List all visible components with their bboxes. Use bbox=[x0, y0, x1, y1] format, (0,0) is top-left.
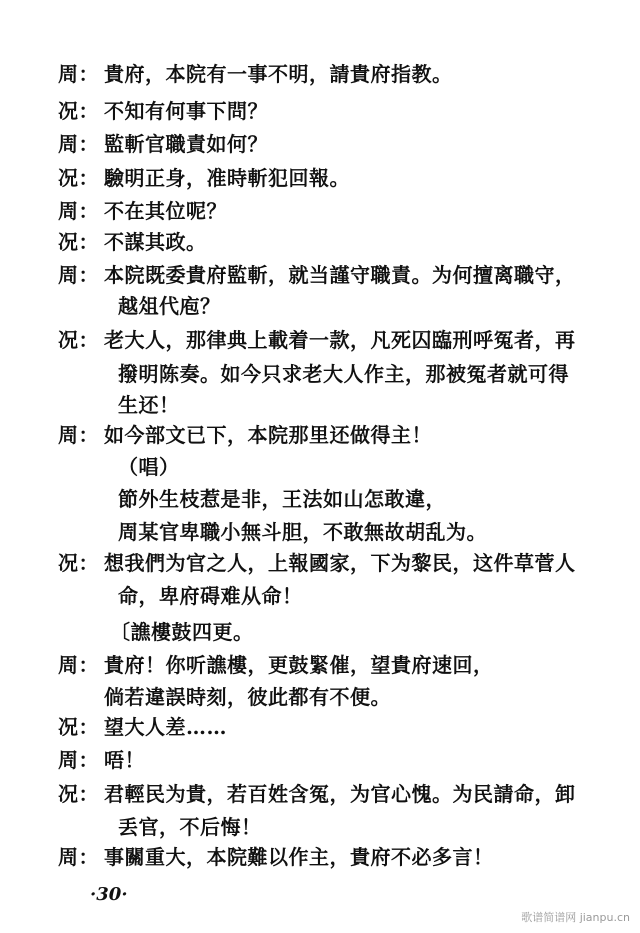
speaker-label: 周： bbox=[58, 653, 99, 677]
script-line bbox=[118, 393, 180, 417]
line-text: 生还！ bbox=[118, 393, 180, 417]
script-line bbox=[58, 328, 576, 352]
line-text: 如今部文已下，本院那里还做得主！ bbox=[104, 423, 432, 447]
line-text: 越俎代庖？ bbox=[118, 294, 221, 318]
sung-line bbox=[118, 487, 446, 511]
line-text: 老大人，那律典上載着一款，凡死囚臨刑呼冤者，再 bbox=[104, 328, 576, 352]
script-line bbox=[58, 166, 350, 190]
speaker-label: 周： bbox=[58, 748, 99, 772]
script-line bbox=[118, 815, 262, 839]
script-line bbox=[58, 653, 494, 677]
watermark: 歌谱简谱网 jianpu.cn bbox=[521, 911, 630, 924]
line-text: 節外生枝惹是非，王法如山怎敢違， bbox=[118, 487, 446, 511]
script-line bbox=[118, 362, 569, 386]
script-line bbox=[118, 294, 221, 318]
line-text: 望大人差…… bbox=[104, 715, 227, 739]
script-line bbox=[58, 230, 207, 254]
stage-direction bbox=[118, 455, 180, 479]
script-line bbox=[58, 845, 494, 869]
line-text: 君輕民为貴，若百姓含冤，为官心愧。为民請命，卸 bbox=[104, 782, 576, 806]
script-line bbox=[58, 199, 227, 223]
script-line bbox=[58, 423, 432, 447]
line-text: 監斬官職責如何？ bbox=[104, 132, 268, 156]
speaker-label: 周： bbox=[58, 423, 99, 447]
line-text: 不知有何事下問？ bbox=[104, 99, 268, 123]
script-line bbox=[104, 685, 391, 709]
stage-direction bbox=[110, 620, 254, 644]
speaker-label: 况： bbox=[58, 551, 99, 575]
line-text: 想我們为官之人，上報國家，下为黎民，这件草菅人 bbox=[104, 551, 576, 575]
speaker-label: 周： bbox=[58, 199, 99, 223]
line-text: 丢官，不后悔！ bbox=[118, 815, 262, 839]
line-text: 周某官卑職小無斗胆，不敢無故胡乱为。 bbox=[118, 520, 487, 544]
line-text: 不謀其政。 bbox=[104, 230, 207, 254]
line-text: 〔譙樓鼓四更。 bbox=[110, 620, 254, 644]
script-line bbox=[58, 62, 453, 86]
script-line bbox=[58, 748, 145, 772]
speaker-label: 况： bbox=[58, 782, 99, 806]
script-line bbox=[118, 584, 303, 608]
line-text: 唔！ bbox=[104, 748, 145, 772]
speaker-label: 况： bbox=[58, 99, 99, 123]
speaker-label: 周： bbox=[58, 62, 99, 86]
speaker-label: 况： bbox=[58, 715, 99, 739]
script-line bbox=[58, 715, 227, 739]
script-line bbox=[58, 782, 576, 806]
speaker-label: 周： bbox=[58, 263, 99, 287]
script-line bbox=[58, 99, 268, 123]
line-text: 貴府，本院有一事不明，請貴府指教。 bbox=[104, 62, 453, 86]
line-text: 事關重大，本院難以作主，貴府不必多言！ bbox=[104, 845, 494, 869]
line-text: 貴府！你听譙樓，更鼓緊催，望貴府速回， bbox=[104, 653, 494, 677]
speaker-label: 况： bbox=[58, 328, 99, 352]
line-text: 本院既委貴府監斬，就当謹守職責。为何擅离職守， bbox=[104, 263, 576, 287]
script-line bbox=[58, 263, 576, 287]
line-text: （唱） bbox=[118, 455, 180, 479]
speaker-label: 况： bbox=[58, 230, 99, 254]
sung-line bbox=[118, 520, 487, 544]
line-text: 命，卑府碍难从命！ bbox=[118, 584, 303, 608]
line-text: 驗明正身，准時斬犯回報。 bbox=[104, 166, 350, 190]
line-text: 不在其位呢？ bbox=[104, 199, 227, 223]
script-line bbox=[58, 551, 576, 575]
speaker-label: 况： bbox=[58, 166, 99, 190]
speaker-label: 周： bbox=[58, 132, 99, 156]
script-line bbox=[58, 132, 268, 156]
line-text: 撥明陈奏。如今只求老大人作主，那被冤者就可得 bbox=[118, 362, 569, 386]
line-text: 倘若違誤時刻，彼此都有不便。 bbox=[104, 685, 391, 709]
speaker-label: 周： bbox=[58, 845, 99, 869]
page-number: ·30· bbox=[90, 884, 128, 905]
